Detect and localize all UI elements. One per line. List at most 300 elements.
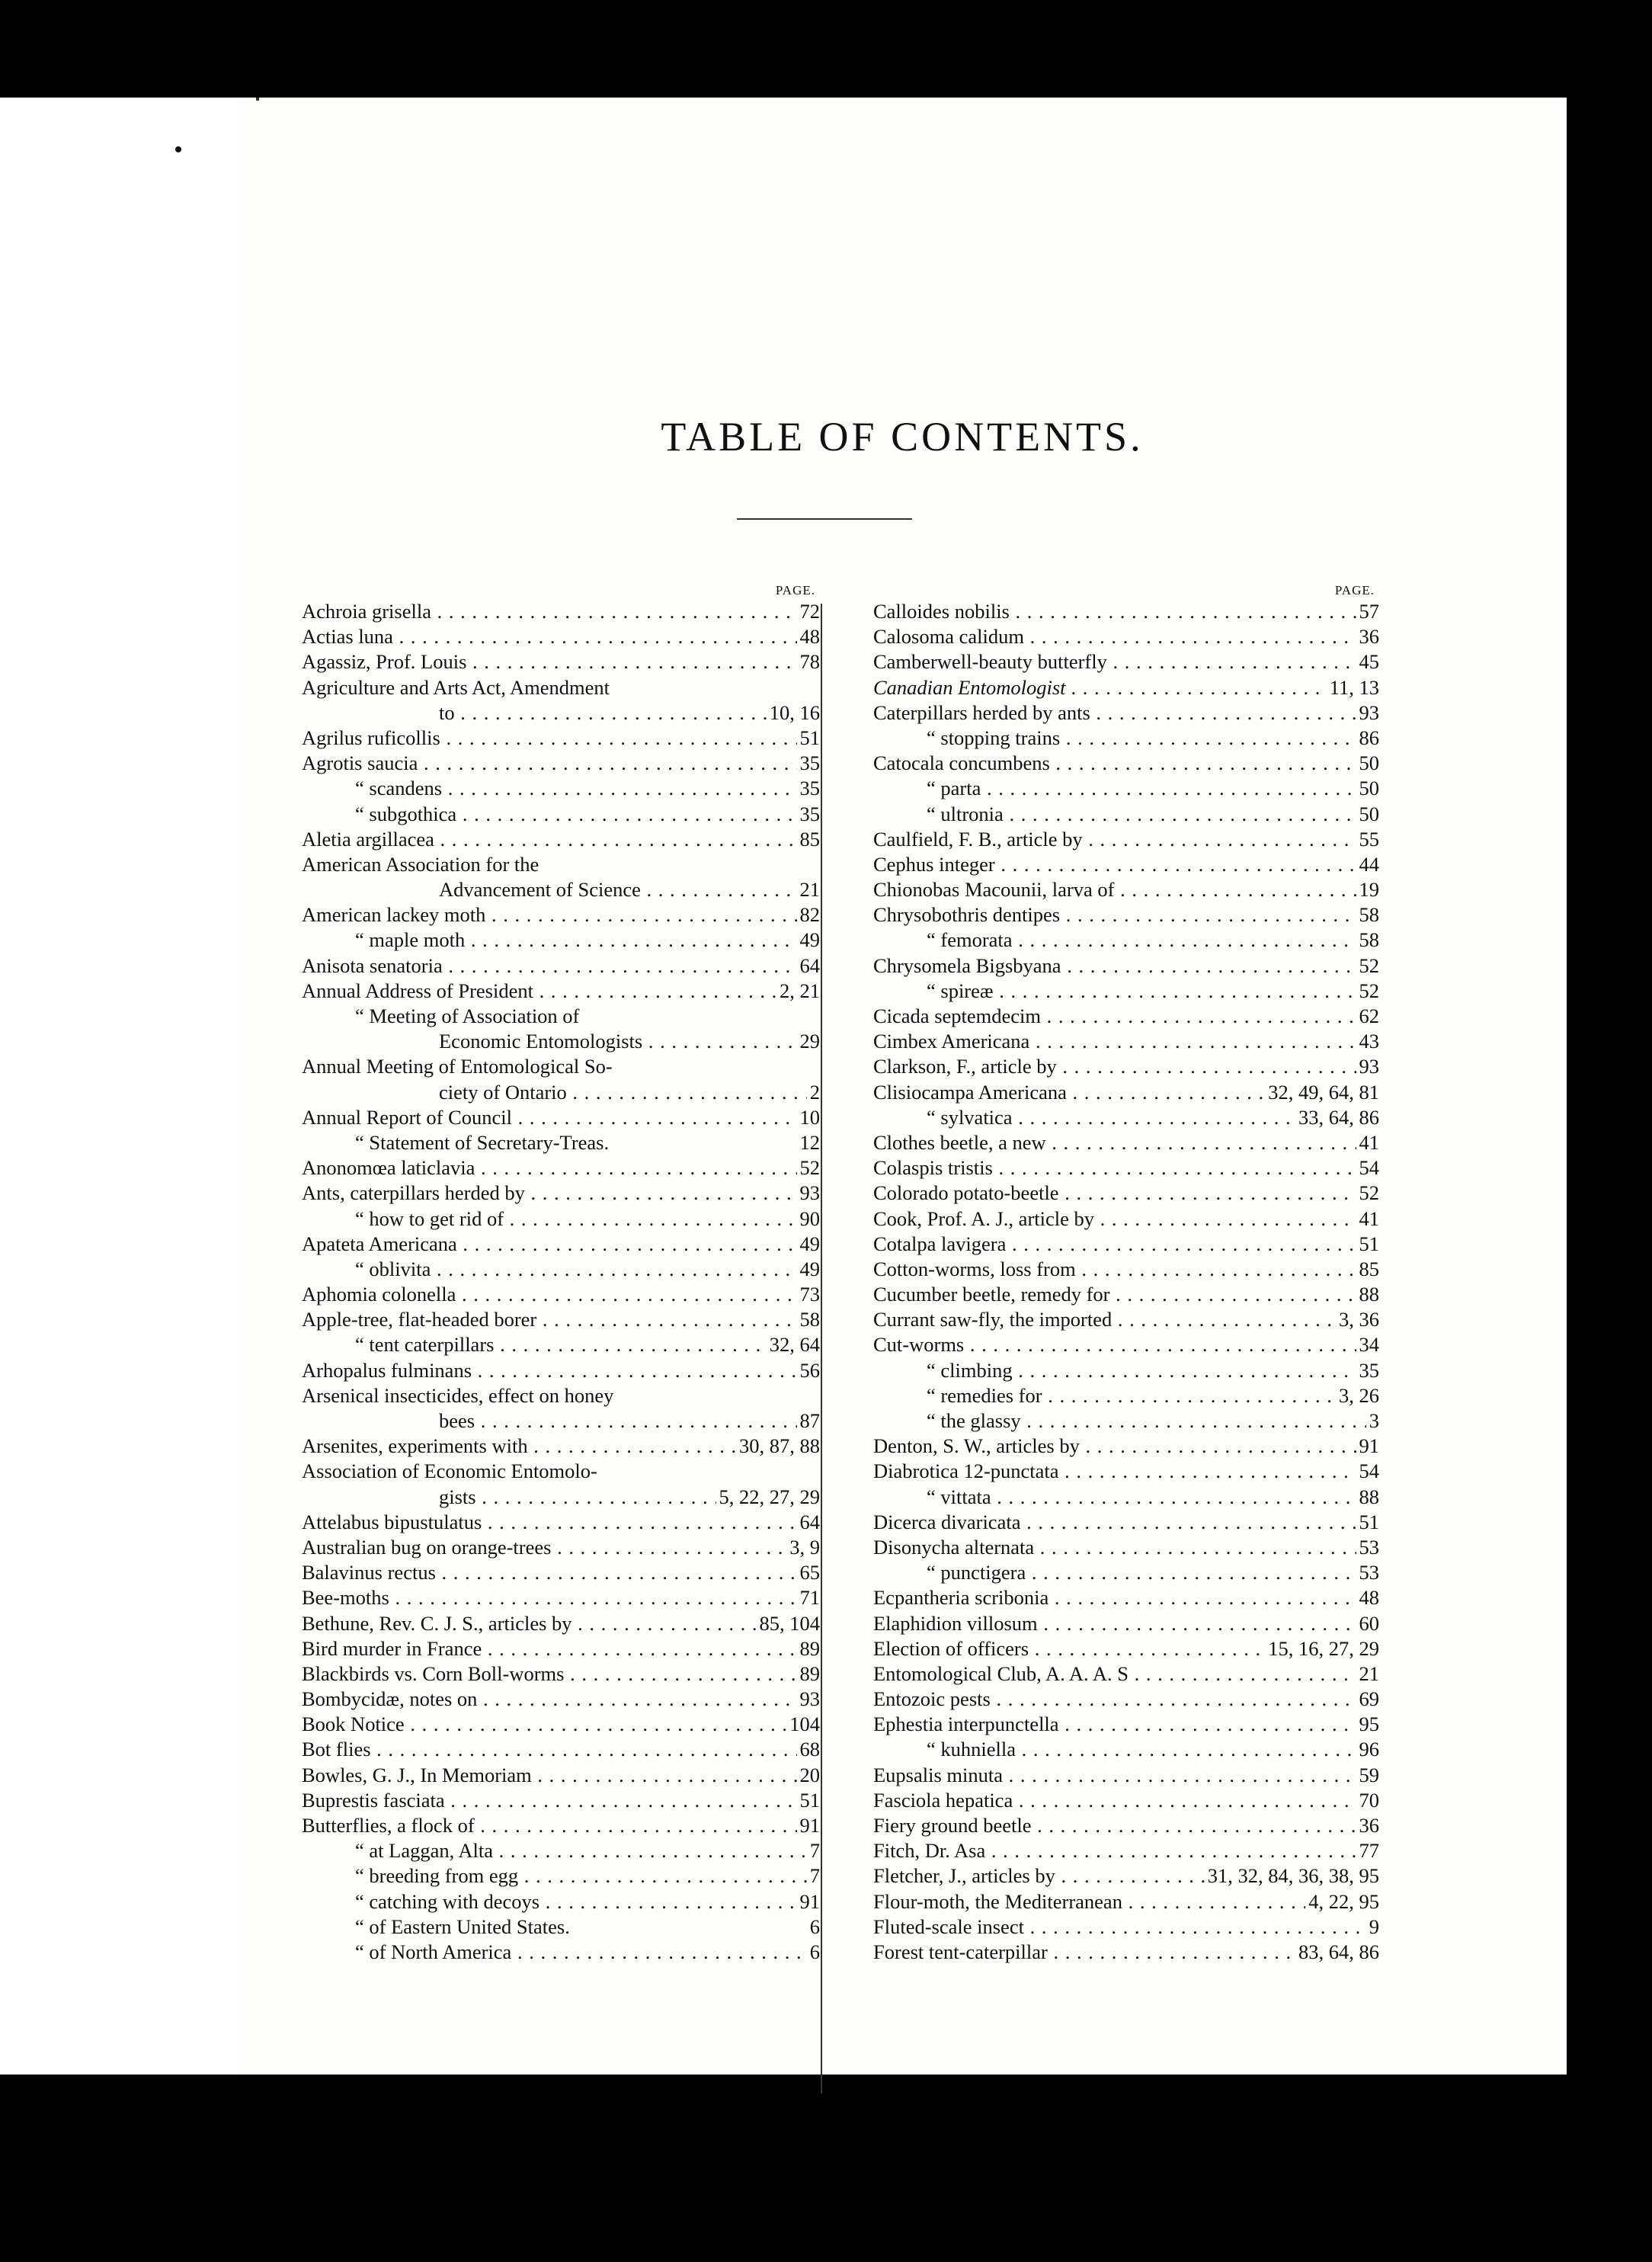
index-entry <box>873 776 1379 801</box>
index-entry <box>873 675 1379 700</box>
entry-page-number: 9 <box>1366 1914 1379 1940</box>
entry-text: Colaspis tristis . . . <box>873 1156 1379 1179</box>
index-entry <box>302 827 820 852</box>
entry-page-number: 88 <box>1356 1282 1380 1307</box>
index-entry <box>873 1585 1379 1610</box>
entry-text: Bee-moths . . . <box>302 1586 820 1609</box>
entry-page-number: 58 <box>1356 928 1380 953</box>
entry-page-number: 11, 13 <box>1327 675 1379 700</box>
index-entry <box>302 1029 820 1054</box>
entry-page-number: 6 <box>807 1940 820 1965</box>
index-entry <box>302 1914 820 1940</box>
index-entry <box>873 1485 1379 1510</box>
entry-text: Cook, Prof. A. J., article by . . . <box>873 1207 1379 1230</box>
entry-page-number: 7 <box>807 1863 820 1889</box>
entry-page-number: 50 <box>1356 751 1380 776</box>
entry-text: “ of North America . . . <box>355 1940 820 1963</box>
index-entry <box>873 852 1379 877</box>
index-entry <box>302 1712 820 1737</box>
entry-text: “ of Eastern United States. <box>355 1914 570 1938</box>
entry-text: Bot flies . . . <box>302 1738 820 1761</box>
entry-text: Cut-worms . . . <box>873 1333 1379 1356</box>
index-entry <box>873 1889 1379 1914</box>
index-entry <box>873 1232 1379 1257</box>
entry-text: Apple-tree, flat-headed borer . . . <box>302 1308 820 1331</box>
index-entry <box>873 902 1379 928</box>
index-entry <box>873 1763 1379 1788</box>
entry-page-number: 48 <box>1356 1585 1380 1610</box>
index-entry <box>302 979 820 1004</box>
index-entry <box>873 599 1379 624</box>
index-entry <box>302 1763 820 1788</box>
entry-page-number: 85, 104 <box>757 1611 821 1636</box>
index-entry <box>302 700 820 726</box>
entry-text: “ Statement of Secretary-Treas. <box>355 1130 610 1154</box>
entry-text: Camberwell-beauty butterfly . . . <box>873 650 1379 673</box>
entry-page-number: 71 <box>797 1585 821 1610</box>
entry-text: Eupsalis minuta . . . <box>873 1764 1379 1786</box>
index-entry <box>302 852 820 877</box>
index-entry <box>873 1434 1379 1459</box>
entry-text: Bird murder in France . . . <box>302 1637 820 1660</box>
entry-page-number: 57 <box>1356 599 1380 624</box>
entry-text: Catocala concumbens . . . <box>873 751 1379 774</box>
page-column-heading: PAGE. <box>1334 583 1375 598</box>
index-entry <box>873 1054 1379 1079</box>
entry-text: Caterpillars herded by ants . . . <box>873 701 1379 724</box>
index-entry <box>873 1080 1379 1105</box>
entry-text: Arsenical insecticides, effect on honey <box>302 1383 614 1407</box>
entry-text: Annual Meeting of Entomological So- <box>302 1055 613 1078</box>
index-entry <box>302 1257 820 1282</box>
index-entry <box>873 1510 1379 1535</box>
page-column-heading: PAGE. <box>775 583 815 598</box>
entry-text: Calosoma calidum . . . <box>873 625 1379 648</box>
entry-text: Denton, S. W., articles by . . . <box>873 1434 1379 1457</box>
entry-page-number: 93 <box>797 1181 821 1206</box>
index-entry <box>873 1914 1379 1940</box>
entry-page-number: 60 <box>1356 1611 1380 1636</box>
entry-text: Annual Address of President . . . <box>302 979 820 1002</box>
index-entry <box>873 1863 1379 1889</box>
index-entry <box>302 1535 820 1560</box>
entry-page-number: 3, 9 <box>786 1535 820 1560</box>
entry-page-number: 72 <box>797 599 821 624</box>
index-entry <box>873 1358 1379 1383</box>
entry-page-number: 54 <box>1356 1155 1380 1181</box>
index-entry <box>302 751 820 776</box>
entry-page-number: 93 <box>797 1687 821 1712</box>
entry-page-number: 51 <box>1356 1510 1380 1535</box>
entry-page-number: 70 <box>1356 1788 1380 1813</box>
entry-page-number: 44 <box>1356 852 1380 877</box>
index-column-right <box>873 582 1379 1965</box>
entry-page-number: 31, 32, 84, 36, 38, 95 <box>1205 1863 1379 1889</box>
entry-page-number: 91 <box>797 1889 821 1914</box>
index-entry <box>302 902 820 928</box>
index-entry <box>873 1940 1379 1965</box>
entry-text: Fletcher, J., articles by . . . <box>873 1864 1379 1887</box>
index-entry <box>873 751 1379 776</box>
entry-text: Agrotis saucia . . . <box>302 751 820 774</box>
index-entry <box>873 1257 1379 1282</box>
index-entry <box>302 1687 820 1712</box>
entry-text: Actias luna . . . <box>302 625 820 648</box>
index-entry <box>873 1813 1379 1838</box>
index-entry <box>302 802 820 827</box>
index-entry <box>873 1838 1379 1863</box>
entry-text: Dicerca divaricata . . . <box>873 1511 1379 1533</box>
index-entry <box>302 1408 820 1434</box>
scan-border-right <box>1567 0 1652 2262</box>
index-entry <box>873 1712 1379 1737</box>
entry-text: Butterflies, a flock of . . . <box>302 1814 820 1837</box>
entry-page-number: 34 <box>1356 1332 1380 1357</box>
entry-text: Chionobas Macounii, larva of . . . <box>873 878 1379 901</box>
entry-text: Attelabus bipustulatus . . . <box>302 1511 820 1533</box>
index-entry <box>873 649 1379 674</box>
entry-page-number: 89 <box>797 1661 821 1687</box>
facing-page-edge <box>0 98 265 2075</box>
entry-page-number: 90 <box>797 1206 821 1232</box>
entry-text: Cotalpa lavigera . . . <box>873 1232 1379 1255</box>
entry-text: Fasciola hepatica . . . <box>873 1789 1379 1812</box>
entry-text: Calloides nobilis . . . <box>873 600 1379 623</box>
entry-text: “ femorata . . . <box>927 928 1379 951</box>
entry-page-number: 5, 22, 27, 29 <box>716 1485 821 1510</box>
entry-page-number: 35 <box>797 751 821 776</box>
entry-page-number: 21 <box>797 877 821 902</box>
entry-text: to . . . <box>439 701 820 724</box>
entry-text: Agassiz, Prof. Louis . . . <box>302 650 820 673</box>
entry-text: Anonomœa laticlavia . . . <box>302 1156 820 1179</box>
entry-page-number: 88 <box>1356 1485 1380 1510</box>
entry-page-number: 89 <box>797 1636 821 1661</box>
entry-page-number: 12 <box>797 1130 821 1155</box>
title-rule <box>737 518 912 520</box>
entry-page-number: 104 <box>786 1712 820 1737</box>
entry-text: Disonycha alternata . . . <box>873 1536 1379 1559</box>
entry-text: Book Notice . . . <box>302 1713 820 1735</box>
index-entry <box>873 1332 1379 1357</box>
entry-text: Chrysobothris dentipes . . . <box>873 903 1379 926</box>
index-entry <box>302 1206 820 1232</box>
index-entry <box>302 1737 820 1762</box>
entry-page-number: 96 <box>1356 1737 1380 1762</box>
entry-text: Flour-moth, the Mediterranean . . . <box>873 1890 1379 1913</box>
index-entry <box>873 802 1379 827</box>
index-entry <box>873 1459 1379 1484</box>
document-page <box>238 101 1567 2075</box>
entry-page-number: 82 <box>797 902 821 928</box>
entry-text: “ breeding from egg . . . <box>355 1864 820 1887</box>
entry-text: “ the glassy . . . <box>927 1409 1379 1432</box>
index-entry <box>302 1004 820 1029</box>
index-list-left <box>302 599 820 1965</box>
index-entry <box>302 1232 820 1257</box>
index-entry <box>302 1611 820 1636</box>
entry-page-number: 49 <box>797 928 821 953</box>
entry-text: “ climbing . . . <box>927 1359 1379 1382</box>
entry-page-number: 54 <box>1356 1459 1380 1484</box>
entry-text: Arsenites, experiments with . . . <box>302 1434 820 1457</box>
entry-text: “ how to get rid of . . . <box>355 1207 820 1230</box>
entry-text: Entomological Club, A. A. A. S . . . <box>873 1662 1379 1685</box>
entry-page-number: 56 <box>797 1358 821 1383</box>
entry-text: Buprestis fasciata . . . <box>302 1789 820 1812</box>
scan-speck <box>175 146 181 152</box>
scan-border-bottom <box>0 2075 1652 2262</box>
index-entry <box>873 877 1379 902</box>
entry-page-number: 36 <box>1356 624 1380 649</box>
index-list-right <box>873 599 1379 1965</box>
entry-page-number: 55 <box>1356 827 1380 852</box>
index-entry <box>302 1459 820 1484</box>
index-entry <box>302 877 820 902</box>
entry-page-number: 85 <box>797 827 821 852</box>
entry-page-number: 85 <box>1356 1257 1380 1282</box>
index-entry <box>302 675 820 700</box>
index-entry <box>302 1661 820 1687</box>
index-entry <box>302 1130 820 1155</box>
entry-text: Australian bug on orange-trees . . . <box>302 1536 820 1559</box>
entry-text: Association of Economic Entomolo- <box>302 1459 597 1483</box>
entry-page-number: 36 <box>1356 1813 1380 1838</box>
entry-page-number: 78 <box>797 649 821 674</box>
scan-border-top <box>0 0 1652 98</box>
index-entry <box>302 1434 820 1459</box>
entry-page-number: 41 <box>1356 1206 1380 1232</box>
entry-text: Ephestia interpunctella . . . <box>873 1713 1379 1735</box>
entry-text: Fitch, Dr. Asa . . . <box>873 1839 1379 1862</box>
entry-text: Balavinus rectus . . . <box>302 1561 820 1584</box>
index-entry <box>302 928 820 953</box>
entry-text: “ vittata . . . <box>927 1485 1379 1508</box>
entry-page-number: 58 <box>1356 902 1380 928</box>
index-entry <box>302 1585 820 1610</box>
entry-text: gists . . . <box>439 1485 820 1508</box>
entry-page-number: 62 <box>1356 1004 1380 1029</box>
entry-page-number: 32, 64 <box>767 1332 820 1357</box>
index-entry <box>873 1535 1379 1560</box>
index-entry <box>873 1130 1379 1155</box>
entry-page-number: 73 <box>797 1282 821 1307</box>
entry-text: Fiery ground beetle . . . <box>873 1814 1379 1837</box>
index-entry <box>873 1661 1379 1687</box>
entry-text: “ ultronia . . . <box>927 803 1379 825</box>
entry-page-number: 3, 36 <box>1336 1307 1379 1332</box>
entry-page-number: 77 <box>1356 1838 1380 1863</box>
entry-page-number: 52 <box>797 1155 821 1181</box>
entry-page-number: 33, 64, 86 <box>1295 1105 1379 1130</box>
entry-text: Aletia argillacea . . . <box>302 828 820 851</box>
entry-page-number: 59 <box>1356 1763 1380 1788</box>
entry-text: “ scandens . . . <box>355 777 820 799</box>
entry-text: Achroia grisella . . . <box>302 600 820 623</box>
index-entry <box>873 1383 1379 1408</box>
entry-page-number: 64 <box>797 953 821 979</box>
index-entry <box>302 1863 820 1889</box>
entry-text: Cucumber beetle, remedy for . . . <box>873 1283 1379 1306</box>
index-entry <box>873 1560 1379 1585</box>
entry-page-number: 51 <box>797 1788 821 1813</box>
entry-text: Aphomia colonella . . . <box>302 1283 820 1306</box>
column-divider <box>821 604 822 2094</box>
entry-text: Cephus integer . . . <box>873 853 1379 876</box>
entry-text: Cicada septemdecim . . . <box>873 1004 1379 1027</box>
entry-text: Agriculture and Arts Act, Amendment <box>302 675 610 699</box>
entry-page-number: 93 <box>1356 1054 1380 1079</box>
index-entry <box>873 827 1379 852</box>
entry-text: American Association for the <box>302 852 539 876</box>
entry-page-number: 65 <box>797 1560 821 1585</box>
index-entry <box>873 1029 1379 1054</box>
entry-text: Bowles, G. J., In Memoriam . . . <box>302 1764 820 1786</box>
entry-text: “ kuhniella . . . <box>927 1738 1379 1761</box>
entry-page-number: 93 <box>1356 700 1380 726</box>
entry-page-number: 35 <box>797 802 821 827</box>
entry-page-number: 7 <box>807 1838 820 1863</box>
index-entry <box>302 1054 820 1079</box>
entry-text: Apateta Americana . . . <box>302 1232 820 1255</box>
entry-text: Diabrotica 12-punctata . . . <box>873 1459 1379 1482</box>
entry-page-number: 10, 16 <box>767 700 820 726</box>
index-entry <box>873 1611 1379 1636</box>
index-entry <box>302 1940 820 1965</box>
entry-text: Arhopalus fulminans . . . <box>302 1359 820 1382</box>
index-entry <box>302 1080 820 1105</box>
entry-text: Blackbirds vs. Corn Boll-worms . . . <box>302 1662 820 1685</box>
index-column-left <box>302 582 820 1965</box>
entry-page-number: 53 <box>1356 1560 1380 1585</box>
entry-page-number: 86 <box>1356 726 1380 751</box>
entry-page-number: 91 <box>797 1813 821 1838</box>
entry-page-number: 52 <box>1356 979 1380 1004</box>
index-entry <box>302 1813 820 1838</box>
entry-text: Advancement of Science . . . <box>439 878 820 901</box>
entry-text: Forest tent-caterpillar . . . <box>873 1940 1379 1963</box>
entry-text: “ subgothica . . . <box>355 803 820 825</box>
index-entry <box>873 953 1379 979</box>
entry-page-number: 58 <box>797 1307 821 1332</box>
entry-text: “ tent caterpillars . . . <box>355 1333 820 1356</box>
entry-page-number: 3 <box>1366 1408 1379 1434</box>
entry-page-number: 95 <box>1356 1712 1380 1737</box>
entry-page-number: 20 <box>797 1763 821 1788</box>
entry-page-number: 48 <box>797 624 821 649</box>
entry-text: “ maple moth . . . <box>355 928 820 951</box>
entry-page-number: 52 <box>1356 953 1380 979</box>
entry-page-number: 3, 26 <box>1336 1383 1379 1408</box>
index-entry <box>873 1206 1379 1232</box>
entry-page-number: 49 <box>797 1257 821 1282</box>
entry-text: “ oblivita . . . <box>355 1258 820 1280</box>
entry-page-number: 41 <box>1356 1130 1380 1155</box>
index-entry <box>302 1332 820 1357</box>
entry-page-number: 35 <box>1356 1358 1380 1383</box>
entry-text: Elaphidion villosum . . . <box>873 1612 1379 1635</box>
page-title: TABLE OF CONTENTS. <box>661 414 1144 460</box>
entry-page-number: 64 <box>797 1510 821 1535</box>
entry-page-number: 32, 49, 64, 81 <box>1265 1080 1379 1105</box>
entry-page-number: 45 <box>1356 649 1380 674</box>
entry-text: Currant saw-fly, the imported . . . <box>873 1308 1379 1331</box>
entry-text: Cimbex Americana . . . <box>873 1030 1379 1053</box>
entry-text: Ecpantheria scribonia . . . <box>873 1586 1379 1609</box>
entry-page-number: 35 <box>797 776 821 801</box>
index-entry <box>302 649 820 674</box>
entry-text: Entozoic pests . . . <box>873 1687 1379 1710</box>
entry-text: “ stopping trains . . . <box>927 726 1379 749</box>
index-entry <box>302 776 820 801</box>
entry-text: American lackey moth . . . <box>302 903 820 926</box>
entry-page-number: 50 <box>1356 776 1380 801</box>
entry-text: “ spireæ . . . <box>927 979 1379 1002</box>
entry-text: “ catching with decoys . . . <box>355 1890 820 1913</box>
entry-text: Annual Report of Council . . . <box>302 1106 820 1129</box>
index-entry <box>873 1307 1379 1332</box>
index-entry <box>302 1889 820 1914</box>
index-entry <box>873 1155 1379 1181</box>
index-entry <box>873 1105 1379 1130</box>
index-entry <box>302 1358 820 1383</box>
index-entry <box>873 1282 1379 1307</box>
entry-page-number: 53 <box>1356 1535 1380 1560</box>
entry-page-number: 2 <box>807 1080 820 1105</box>
entry-text: Canadian Entomologist . . . <box>873 676 1379 699</box>
index-entry <box>302 1838 820 1863</box>
entry-text: Colorado potato-beetle . . . <box>873 1181 1379 1204</box>
entry-page-number: 10 <box>797 1105 821 1130</box>
entry-text: Bethune, Rev. C. J. S., articles by . . . <box>302 1612 820 1635</box>
index-entry <box>302 1383 820 1408</box>
entry-text: Bombycidæ, notes on . . . <box>302 1687 820 1710</box>
index-entry <box>302 1105 820 1130</box>
index-entry <box>302 1788 820 1813</box>
entry-text: Anisota senatoria . . . <box>302 954 820 977</box>
entry-page-number: 29 <box>797 1029 821 1054</box>
index-entry <box>302 1636 820 1661</box>
index-entry <box>302 1181 820 1206</box>
entry-text: Cotton-worms, loss from . . . <box>873 1258 1379 1280</box>
index-entry <box>873 1636 1379 1661</box>
entry-text: Caulfield, F. B., article by . . . <box>873 828 1379 851</box>
index-entry <box>873 1408 1379 1434</box>
entry-text: Clisiocampa Americana . . . <box>873 1081 1379 1104</box>
entry-text: “ remedies for . . . <box>927 1384 1379 1407</box>
index-entry <box>302 1485 820 1510</box>
entry-page-number: 4, 22, 95 <box>1305 1889 1379 1914</box>
entry-text: “ sylvatica . . . <box>927 1106 1379 1129</box>
index-entry <box>873 1181 1379 1206</box>
entry-page-number: 69 <box>1356 1687 1380 1712</box>
index-entry <box>873 1687 1379 1712</box>
entry-page-number: 15, 16, 27, 29 <box>1265 1636 1379 1661</box>
index-entry <box>873 1004 1379 1029</box>
entry-page-number: 50 <box>1356 802 1380 827</box>
index-entry <box>302 1307 820 1332</box>
entry-text: Clothes beetle, a new . . . <box>873 1131 1379 1154</box>
entry-page-number: 52 <box>1356 1181 1380 1206</box>
index-entry <box>873 928 1379 953</box>
index-entry <box>302 1560 820 1585</box>
index-entry <box>302 599 820 624</box>
index-entry <box>873 624 1379 649</box>
index-entry <box>302 1155 820 1181</box>
entry-page-number: 68 <box>797 1737 821 1762</box>
entry-text: Ants, caterpillars herded by . . . <box>302 1181 820 1204</box>
index-entry <box>873 1788 1379 1813</box>
